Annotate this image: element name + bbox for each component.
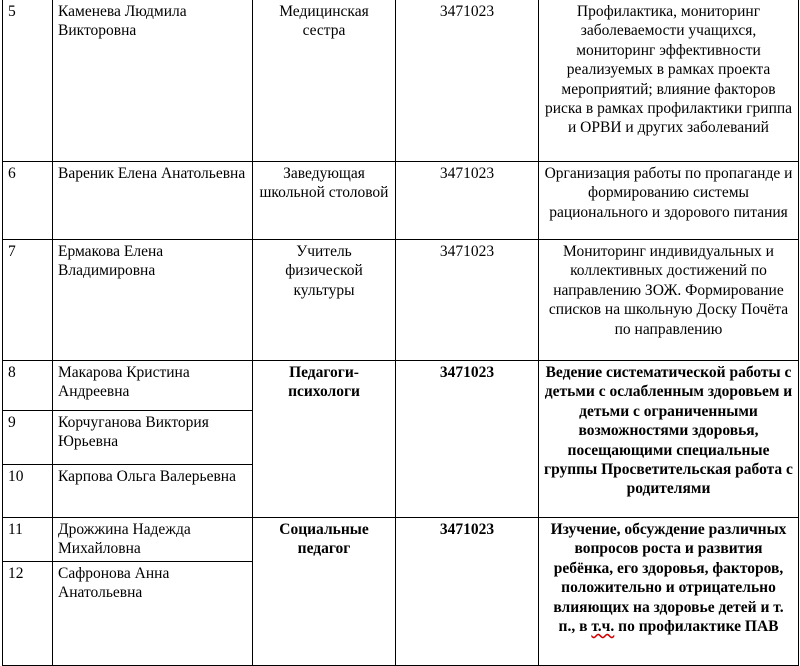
- table-row: [3, 240, 799, 361]
- group-duties: [539, 518, 799, 666]
- row-number: 11: [3, 518, 53, 562]
- employee-phone: 3471023: [396, 162, 539, 240]
- duties-abbreviation: т.ч.: [591, 618, 615, 636]
- row-number: 10: [3, 465, 53, 518]
- row-number: 7: [3, 240, 53, 361]
- row-number: 8: [3, 361, 53, 411]
- table-row: [3, 361, 799, 411]
- row-number: 12: [3, 561, 53, 665]
- table-row: [3, 162, 799, 240]
- employee-role: Учитель физической культуры: [253, 240, 396, 361]
- row-number: 5: [3, 0, 53, 162]
- employee-duties: Организация работы по пропаганде и формированию системы рационального и здорового питания: [539, 162, 799, 240]
- staff-table: [2, 0, 799, 666]
- group-role: Социальные педагог: [253, 518, 396, 666]
- group-phone: 3471023: [396, 518, 539, 666]
- employee-duties: Мониторинг индивидуальных и коллективных достижений по направлению ЗОЖ. Формирование списков на школьную Доску Почёта по направлению: [539, 240, 799, 361]
- table-row: [3, 0, 799, 162]
- row-number: 9: [3, 411, 53, 465]
- duties-text-end: по профилактике ПАВ: [614, 618, 779, 636]
- group-role: Педагоги-психологи: [253, 361, 396, 518]
- row-number: 6: [3, 162, 53, 240]
- employee-name: Каменева Людмила Викторовна: [53, 0, 253, 162]
- employee-name: Корчуганова Виктория Юрьевна: [53, 411, 253, 465]
- group-duties: Ведение систематической работы с детьми с ослабленным здоровьем и детьми с ограниченными возможностями здоровья, посещающими специальные группы Просветительская работа с родителями: [539, 361, 799, 518]
- duties-text-start: Изучение, обсуждение различных вопросов роста и развития ребёнка, его здоровья, факторов, положительно и отрицательно влияющих на здоровье детей и т. п., в: [550, 521, 787, 636]
- table-row: [3, 518, 799, 562]
- employee-name: Сафронова Анна Анатольевна: [53, 561, 253, 665]
- employee-name: Дрожжина Надежда Михайловна: [53, 518, 253, 562]
- employee-name: Вареник Елена Анатольевна: [53, 162, 253, 240]
- employee-phone: 3471023: [396, 0, 539, 162]
- employee-name: Карпова Ольга Валерьевна: [53, 465, 253, 518]
- employee-duties: Профилактика, мониторинг заболеваемости учащихся, мониторинг эффективности реализуемых в рамках проекта мероприятий; влияние факторов риска в рамках профилактики гриппа и ОРВИ и других заболеваний: [539, 0, 799, 162]
- employee-name: Ермакова Елена Владимировна: [53, 240, 253, 361]
- employee-role: Медицинская сестра: [253, 0, 396, 162]
- employee-phone: 3471023: [396, 240, 539, 361]
- employee-name: Макарова Кристина Андреевна: [53, 361, 253, 411]
- group-phone: 3471023: [396, 361, 539, 518]
- employee-role: Заведующая школьной столовой: [253, 162, 396, 240]
